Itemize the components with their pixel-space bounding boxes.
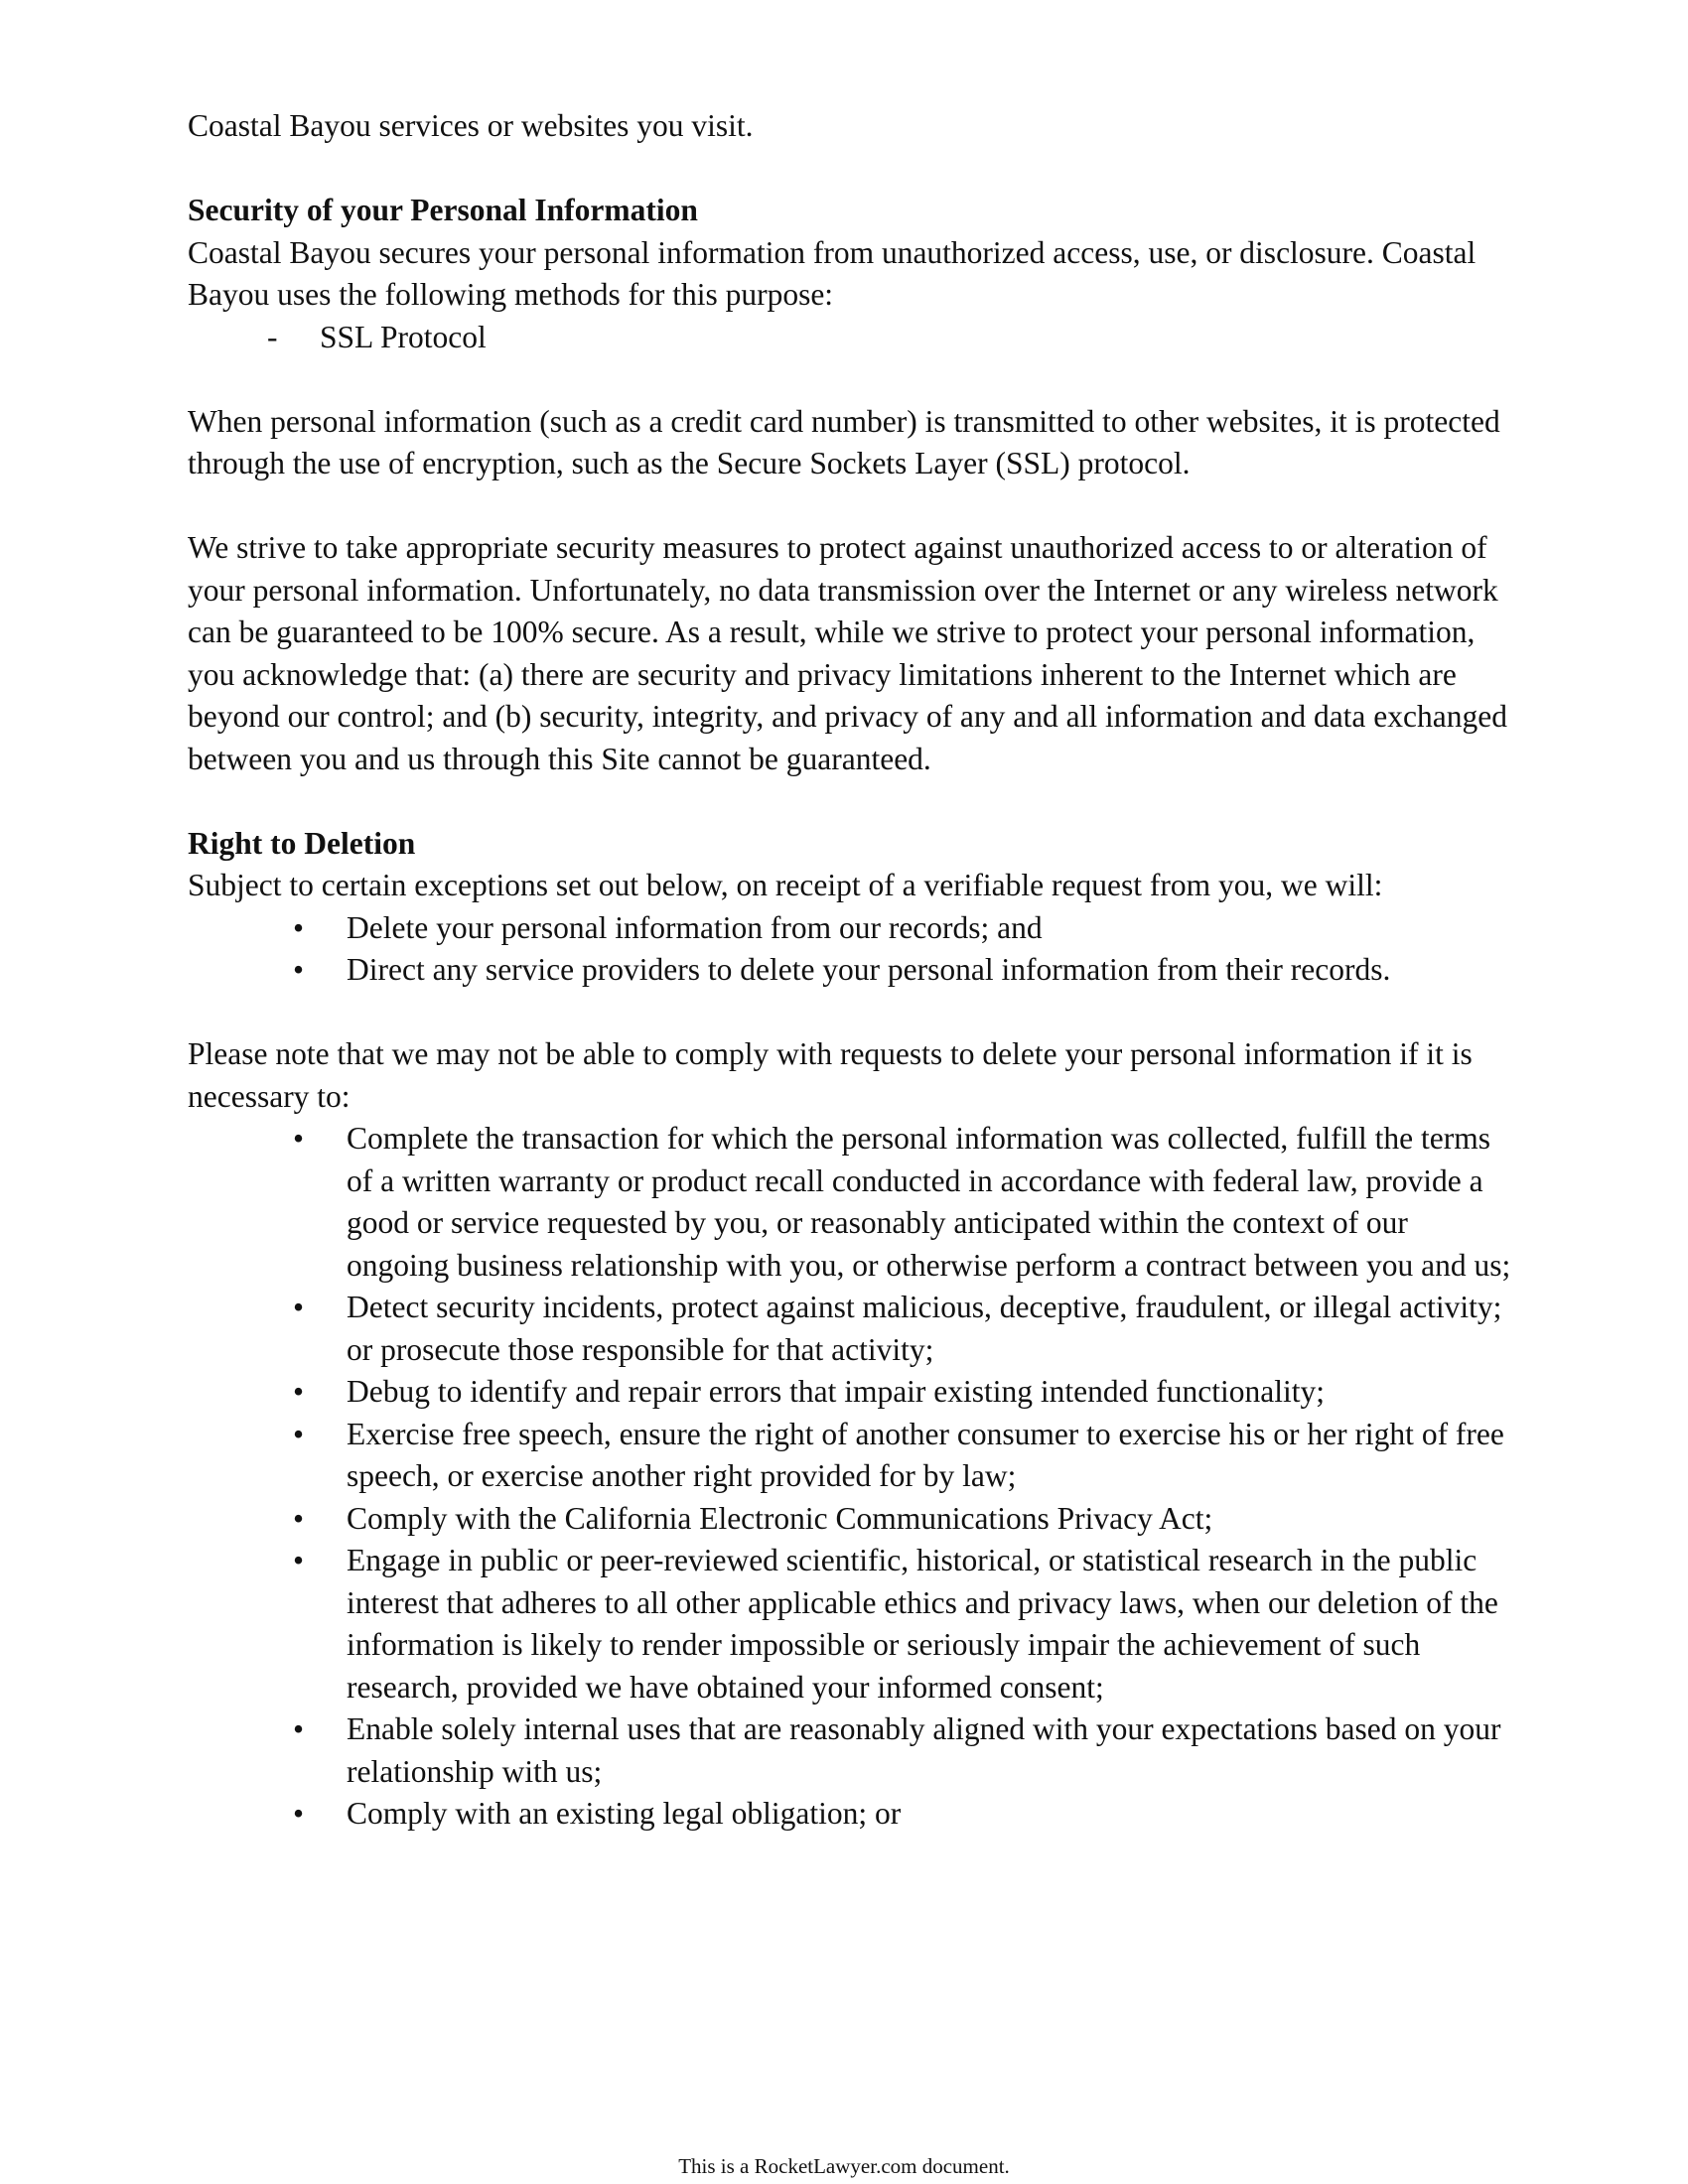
list-item-text: SSL Protocol — [320, 319, 487, 354]
bullet-marker: • — [293, 1290, 305, 1324]
deletion-exceptions-intro: Please note that we may not be able to comply with requests to delete your personal information if it is necessary to: — [188, 1036, 1473, 1114]
list-item-text: Exercise free speech, ensure the right of another consumer to exercise his or her right of free speech, or exercise another right provided for by law; — [347, 1416, 1504, 1493]
deletion-heading: Right to Deletion — [188, 825, 416, 861]
security-intro: Coastal Bayou secures your personal information from unauthorized access, use, or disclosure. Coastal Bayou uses the following methods for this purpose: — [188, 234, 1477, 312]
list-item — [188, 1371, 1518, 1414]
security-methods-list — [188, 317, 1518, 359]
document-page — [188, 105, 1518, 1836]
list-item-text: Engage in public or peer-reviewed scientific, historical, or statistical research in the public interest that adheres to all other applicable ethics and privacy laws, when our deletion of the information is likely to render impossible or seriously impair the achievement of such research, provided we have obtained your informed consent; — [347, 1543, 1498, 1705]
list-item-text: Comply with the California Electronic Communications Privacy Act; — [347, 1500, 1213, 1536]
list-item — [188, 1540, 1518, 1708]
document-footer: This is a RocketLawyer.com document. — [678, 2154, 1010, 2178]
bullet-marker: • — [293, 1711, 305, 1746]
bullet-marker: • — [293, 1543, 305, 1577]
list-item — [188, 907, 1518, 950]
list-item-text: Complete the transaction for which the personal information was collected, fulfill the terms of a written warranty or product recall conducted in accordance with federal law, provide a good or service requested by you, or reasonably anticipated within the context of our ongoing business relationship with you, or otherwise perform a contract between you and us; — [347, 1121, 1511, 1283]
security-ssl-paragraph: When personal information (such as a credit card number) is transmitted to other websites, it is protected through the use of encryption, such as the Secure Sockets Layer (SSL) protocol. — [188, 403, 1500, 480]
list-item — [188, 1287, 1518, 1371]
deletion-exceptions-list — [188, 1118, 1518, 1836]
bullet-marker: • — [293, 1374, 305, 1409]
bullet-marker: • — [293, 1121, 305, 1156]
security-measures-paragraph: We strive to take appropriate security measures to protect against unauthorized access to or alteration of your personal information. Unfortunately, no data transmission over the Internet or any wireless network can be guaranteed to be 100% secure. As a result, while we strive to protect your personal information, you acknowledge that: (a) there are security and privacy limitations inherent to the Internet which are beyond our control; and (b) security, integrity, and privacy of any and all information and data exchanged between you and us through this Site cannot be guaranteed. — [188, 530, 1507, 776]
intro-continuation: Coastal Bayou services or websites you visit. — [188, 108, 754, 143]
bullet-marker: • — [293, 1796, 305, 1831]
list-item-text: Enable solely internal uses that are reasonably aligned with your expectations based on your relationship with us; — [347, 1711, 1501, 1789]
list-item — [188, 1793, 1518, 1836]
deletion-intro: Subject to certain exceptions set out below, on receipt of a verifiable request from you, we will: — [188, 868, 1383, 902]
list-item-text: Detect security incidents, protect against malicious, deceptive, fraudulent, or illegal activity; or prosecute those responsible for that activity; — [347, 1290, 1502, 1367]
bullet-marker: • — [293, 1500, 305, 1536]
list-item — [188, 949, 1518, 992]
bullet-marker: • — [293, 1416, 305, 1451]
list-item — [188, 1118, 1518, 1287]
bullet-marker: • — [293, 909, 305, 945]
list-item — [188, 1414, 1518, 1498]
security-heading: Security of your Personal Information — [188, 193, 698, 227]
bullet-marker: • — [293, 952, 305, 987]
list-item-text: Debug to identify and repair errors that impair existing intended functionality; — [347, 1374, 1325, 1409]
list-item — [188, 1708, 1518, 1793]
list-item — [188, 317, 1518, 359]
list-item-text: Comply with an existing legal obligation; or — [347, 1796, 902, 1831]
list-item-text: Delete your personal information from our records; and — [347, 909, 1043, 945]
list-item — [188, 1498, 1518, 1541]
deletion-actions-list — [188, 907, 1518, 992]
dash-marker: - — [267, 319, 278, 354]
list-item-text: Direct any service providers to delete your personal information from their records. — [347, 952, 1391, 987]
